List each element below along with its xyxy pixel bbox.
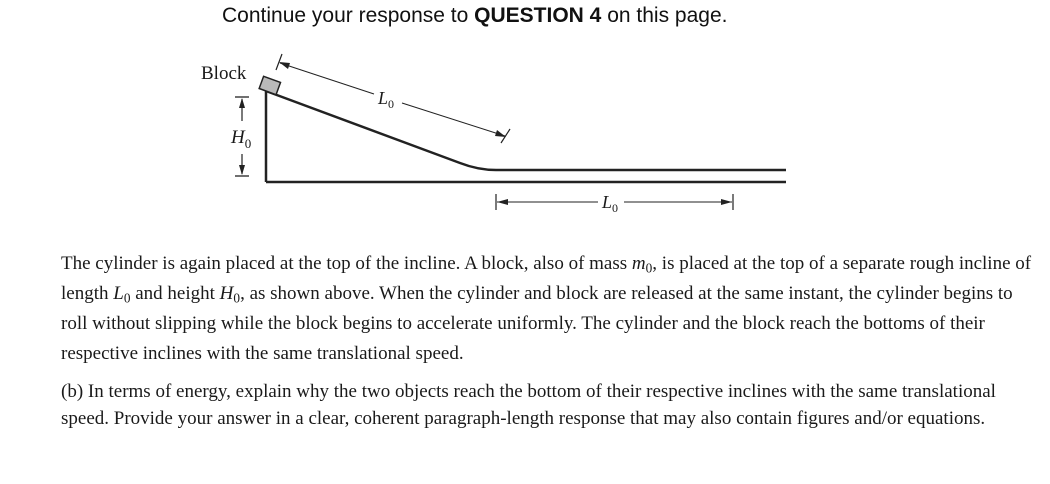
incline-length-label: $L_0$: [378, 88, 395, 111]
header-prefix: Continue your response to: [222, 4, 475, 27]
incline-dim-arrow-right: [495, 130, 506, 137]
flat-dim-arrow-left: [497, 199, 508, 205]
block-label: Block: [201, 63, 247, 84]
header-suffix: on this page.: [601, 4, 728, 27]
height-arrow-up-head: [239, 98, 245, 108]
flat-dim-arrow-right: [721, 199, 732, 205]
incline-dim-arrow-left: [279, 62, 290, 69]
height-arrow-down-head: [239, 165, 245, 175]
incline-figure: [0, 0, 1050, 240]
block-shape: [259, 76, 280, 94]
incline-dim-line-right: [402, 103, 505, 136]
height-label: $H_0$: [231, 127, 252, 151]
incline-dim-line-left: [280, 63, 374, 94]
header-question: QUESTION 4: [474, 4, 602, 27]
question-b-paragraph: (b) In terms of energy, explain why the two objects reach the bottom of their respective inclines with the same translational speed. Provide your answer in a clear, coherent paragraph-length response that may also contain figures and/or equations.: [61, 381, 996, 429]
problem-description-paragraph: The cylinder is again placed at the top of the incline. A block, also of mass $m_0$, is placed at the top of a separate rough incline of length $L_0$ and height $H_0$, as shown above. When the cylinder and block are released at the same instant, the cylinder begins to roll without slipping while the block begins to accelerate uniformly. The cylinder and the block reach the bottoms of their respective inclines with the same translational speed.: [61, 253, 1032, 364]
incline-surface: [266, 91, 786, 170]
flat-length-label: $L_0$: [602, 192, 619, 215]
